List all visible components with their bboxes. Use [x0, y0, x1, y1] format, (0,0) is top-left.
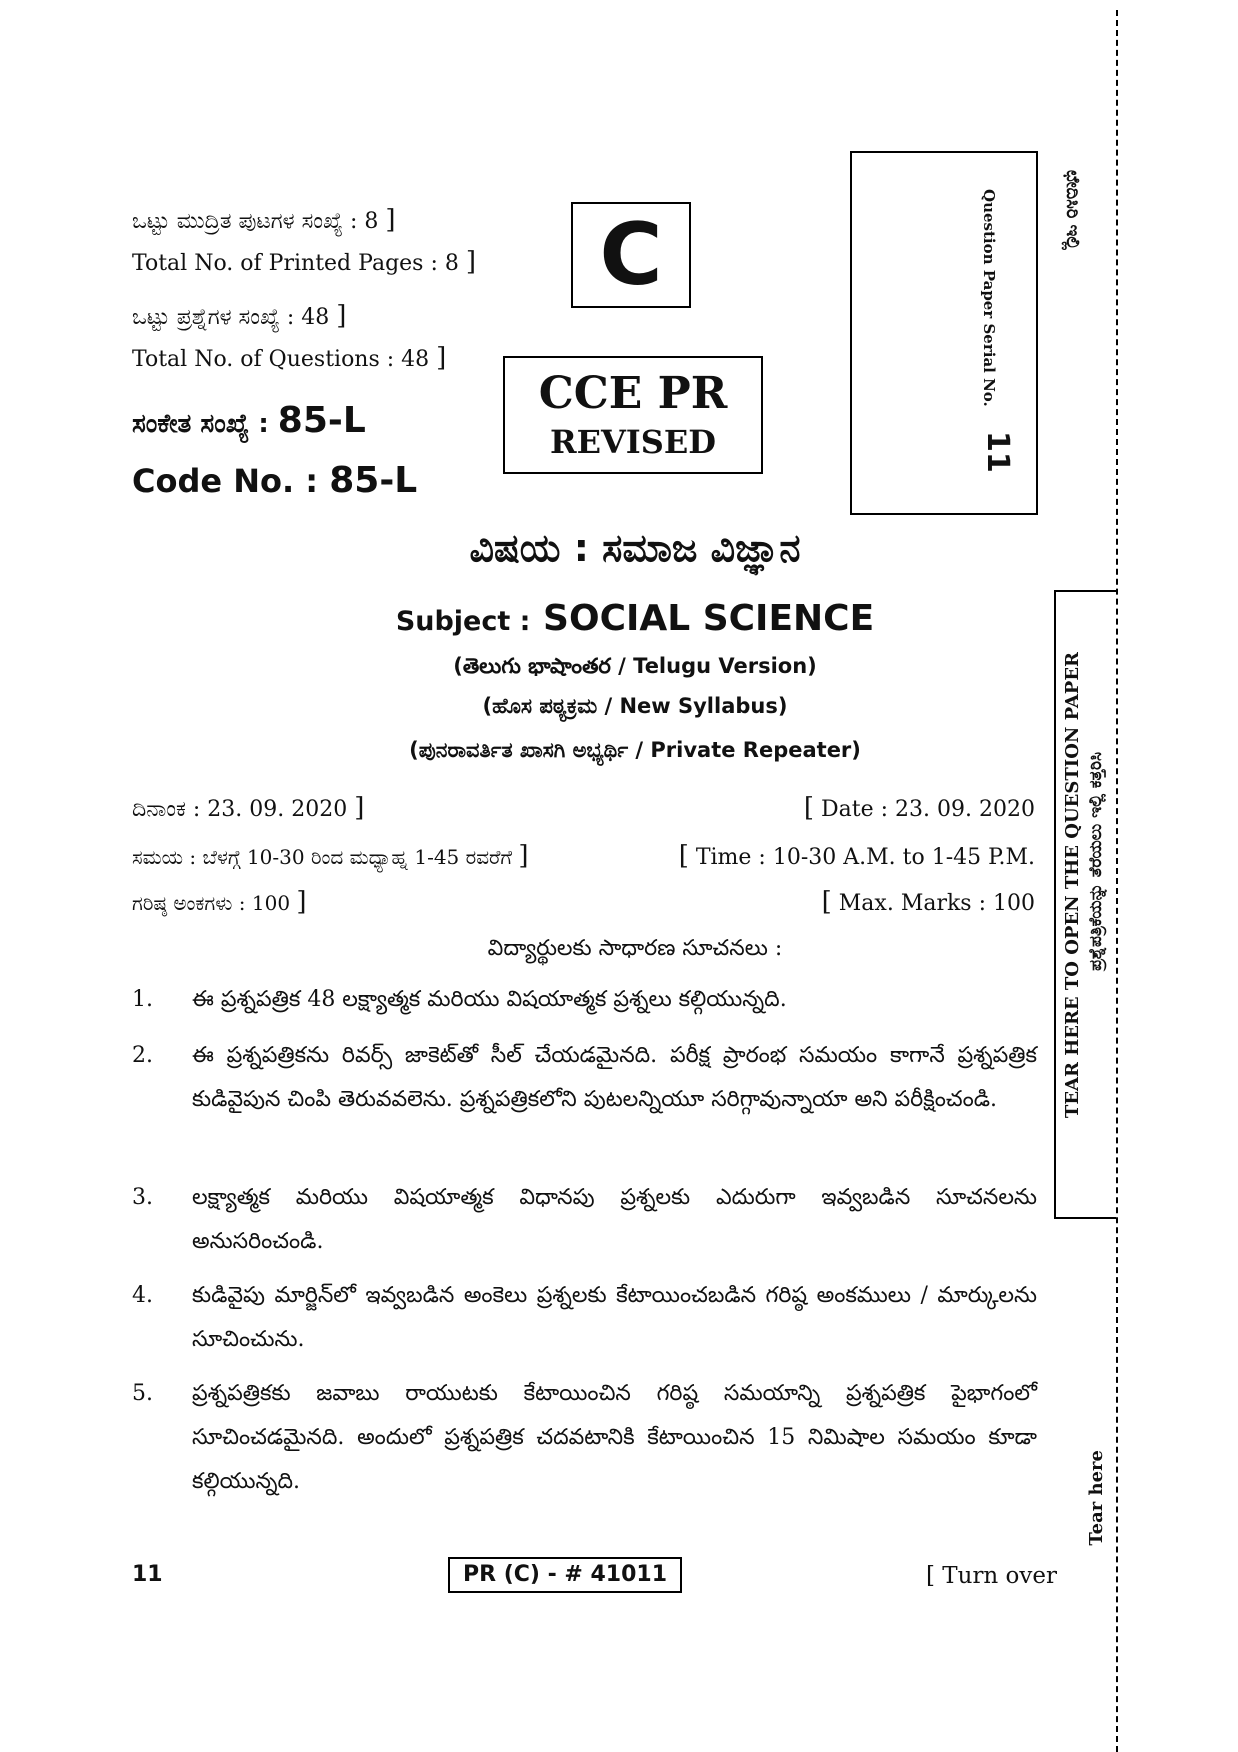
max-marks-kn: ಗರಿಷ್ಠ ಅಂಕಗಳು : 100 ]: [132, 887, 307, 917]
private-repeater: (ಪುನರಾವರ್ತಿತ ಖಾಸಗಿ ಅಭ್ಯರ್ಥಿ / Private Repeater): [409, 738, 861, 762]
version-letter-box: C: [571, 202, 691, 308]
question-count-en: Total No. of Questions : 48 ]: [132, 343, 447, 373]
date-kn: ದಿನಾಂಕ : 23. 09. 2020 ]: [132, 793, 365, 823]
new-syllabus: (ಹೊಸ ಪಠ್ಯಕ್ರಮ / New Syllabus): [482, 694, 788, 718]
printed-pages-kn: ಒಟ್ಟು ಮುದ್ರಿತ ಪುಟಗಳ ಸಂಖ್ಯೆ : 8 ]: [132, 205, 396, 235]
serial-number-box: [850, 151, 1038, 515]
turn-over: [ Turn over: [926, 1563, 1058, 1589]
subject-en: Subject : SOCIAL SCIENCE: [395, 598, 875, 639]
tear-top-kn: ಛೇದಿಸಿರಿ ಇಲ್ಲಿ: [1062, 170, 1083, 250]
instruction-item: 4. కుడివైపు మార్జిన్‌లో ఇవ్వబడిన అంకెలు ప్రశ్నలకు కేటాయించబడిన గరిష్ఠ అంకములు / మార్కులను సూచించును.: [132, 1283, 1037, 1352]
question-count-kn: ಒಟ್ಟು ಪ್ರಶ್ನೆಗಳ ಸಂಖ್ಯೆ : 48 ]: [132, 301, 347, 331]
time-en: [ Time : 10-30 A.M. to 1-45 P.M.: [678, 841, 1035, 871]
footer-page-number: 11: [132, 1562, 163, 1587]
max-marks-en: [ Max. Marks : 100: [821, 887, 1035, 917]
serial-label: Question Paper Serial No.: [980, 189, 998, 407]
tear-here-en: TEAR HERE TO OPEN THE QUESTION PAPER: [1062, 652, 1083, 1119]
printed-pages-en: Total No. of Printed Pages : 8 ]: [132, 247, 477, 277]
subject-kn: ವಿಷಯ : ಸಮಾಜ ವಿಜ್ಞಾನ: [469, 526, 801, 570]
tear-here-box: [1054, 590, 1116, 1219]
tear-here-kn: ಪ್ರಶ್ನೆಪತ್ರಿಕೆಯನ್ನು ತೆರೆಯಲು ಇಲ್ಲಿ ಕತ್ತರಿಸಿ: [1086, 752, 1106, 971]
instruction-item: 1. ఈ ప్రశ్నపత్రిక 48 లక్ష్యాత్మక మరియు విషయాత్మక ప్రశ్నలు కల్గియున్నది.: [132, 987, 787, 1012]
date-en: [ Date : 23. 09. 2020: [803, 793, 1035, 823]
time-kn: ಸಮಯ : ಬೆಳಗ್ಗೆ 10-30 ರಿಂದ ಮಧ್ಯಾಹ್ನ 1-45 ರವರೆಗೆ ]: [132, 841, 529, 871]
serial-value: 11: [980, 431, 1015, 473]
instructions-heading: విద్యార్థులకు సాధారణ సూచనలు :: [487, 936, 783, 961]
instruction-item: 2. ఈ ప్రశ్నపత్రికను రివర్స్ జాకెట్‌తో సీల్ చేయడమైనది. పరీక్ష ప్రారంభ సమయం కాగానే ప్రశ్నపత్రిక కుడివైపున చింపి తెరువవలెను. ప్రశ్నపత్రికలోని పుటలన్నియూ సరిగ్గావున్నాయా అని పరీక్షించండి.: [132, 1043, 1037, 1112]
instruction-item: 5. ప్రశ్నపత్రికకు జవాబు రాయుటకు కేటాయించిన గరిష్ఠ సమయాన్ని ప్రశ్నపత్రిక పైభాగంలో సూచించడమైనది. అందులో ప్రశ్నపత్రిక చదవటానికి కేటాయించిన 15 నిమిషాల సమయం కూడా కల్గియున్నది.: [132, 1381, 1037, 1494]
code-number-en: Code No. : 85-L: [132, 460, 418, 501]
code-number-kn: ಸಂಕೇತ ಸಂಖ್ಯೆ : 85-L: [132, 400, 366, 441]
cce-pr-box: CCE PR REVISED: [503, 356, 763, 474]
tear-line: [1116, 10, 1118, 1752]
telugu-version: (తెలుగు భాషాంతర / Telugu Version): [453, 654, 817, 678]
tear-here-small: Tear here: [1086, 1450, 1107, 1546]
footer-code-box: PR (C) - # 41011: [448, 1557, 682, 1593]
instruction-item: 3. లక్ష్యాత్మక మరియు విషయాత్మక విధానపు ప్రశ్నలకు ఎదురుగా ఇవ్వబడిన సూచనలను అనుసరించండి.: [132, 1185, 1037, 1254]
